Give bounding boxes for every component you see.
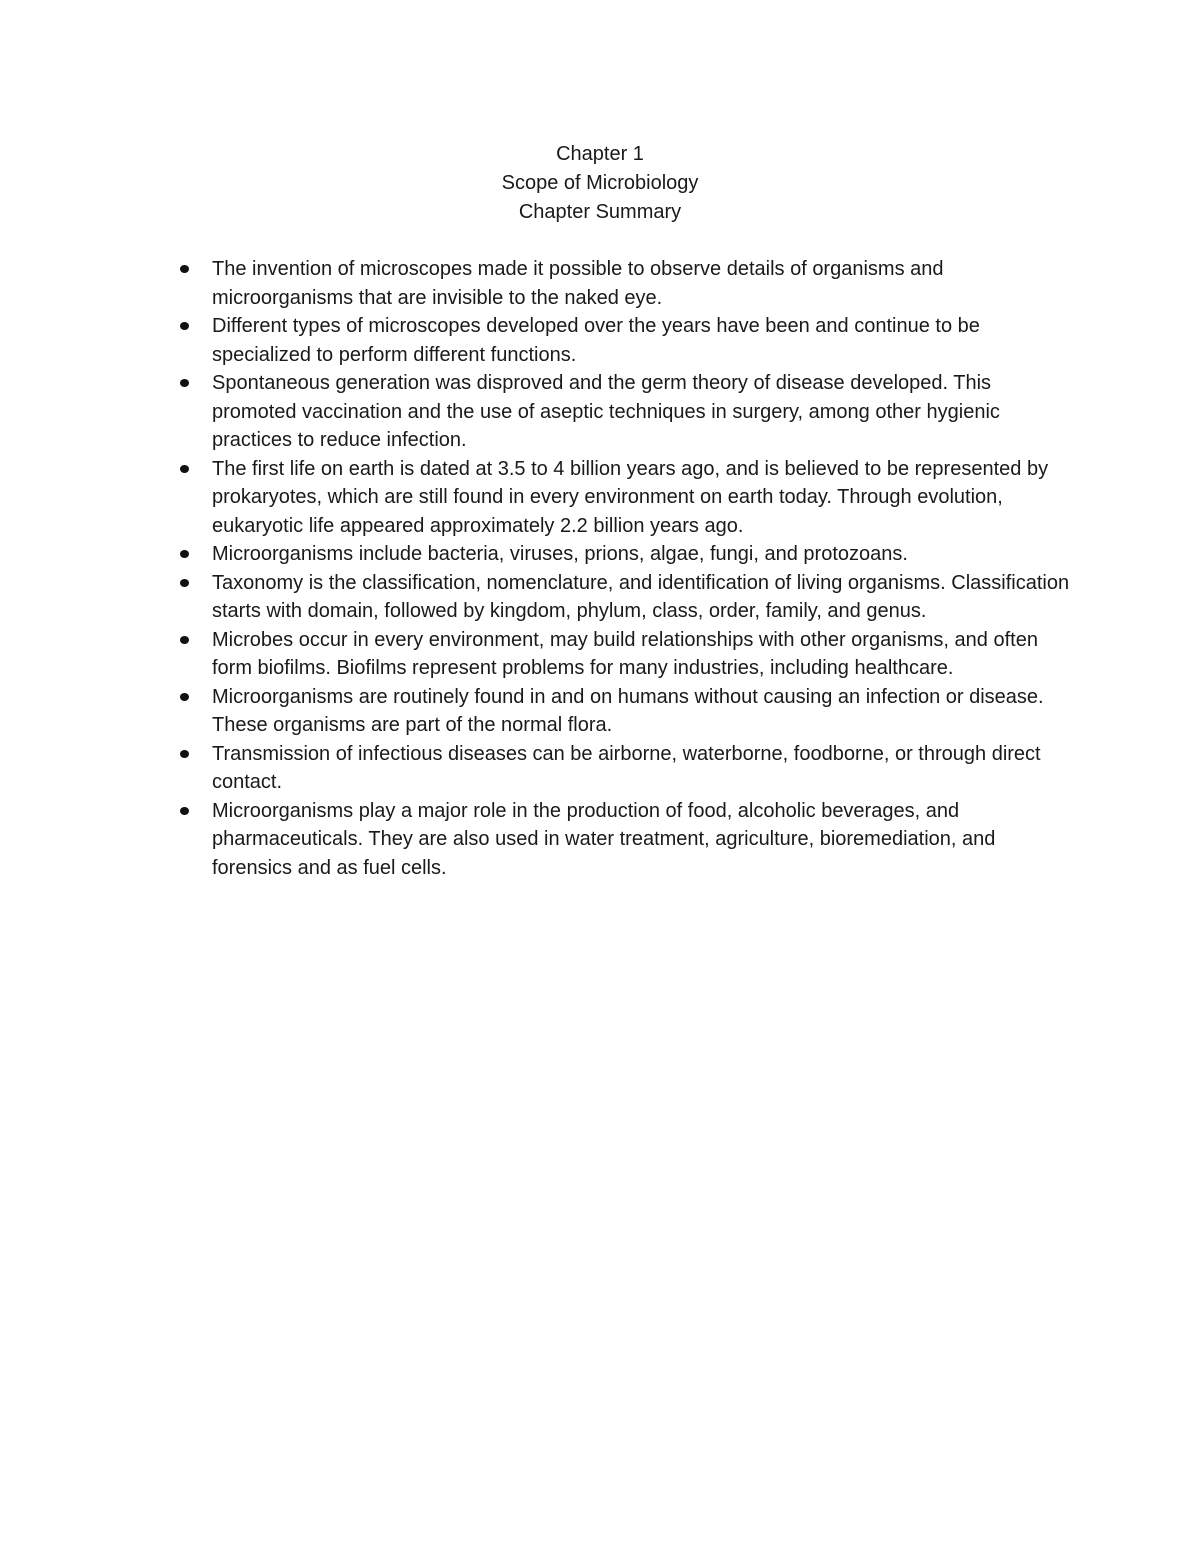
list-item bbox=[176, 569, 1076, 626]
summary-bullet-list bbox=[176, 255, 1076, 882]
list-item bbox=[176, 740, 1076, 797]
list-item bbox=[176, 255, 1076, 312]
list-item-text: The invention of microscopes made it possible to observe details of organisms and microorganisms that are invisible to the naked eye. bbox=[212, 258, 944, 309]
bullet-icon bbox=[180, 579, 189, 587]
list-item-text: The first life on earth is dated at 3.5 to 4 billion years ago, and is believed to be represented by prokaryotes, which are still found in every environment on earth today. Through evolution, eukaryotic life appeared approximately 2.2 billion years ago. bbox=[212, 457, 1049, 537]
chapter-title: Scope of Microbiology bbox=[501, 172, 699, 194]
list-item-text: Transmission of infectious diseases can be airborne, waterborne, foodborne, or through direct contact. bbox=[212, 742, 1041, 793]
bullet-icon bbox=[180, 265, 189, 273]
list-item bbox=[176, 312, 1076, 369]
list-item bbox=[176, 626, 1076, 683]
bullet-icon bbox=[180, 550, 189, 558]
list-item bbox=[176, 683, 1076, 740]
bullet-icon bbox=[180, 750, 189, 758]
bullet-icon bbox=[180, 807, 189, 815]
chapter-subtitle: Chapter Summary bbox=[518, 201, 682, 223]
bullet-icon bbox=[180, 465, 189, 473]
list-item-text: Different types of microscopes developed over the years have been and continue to be specialized to perform different functions. bbox=[212, 315, 980, 366]
list-item bbox=[176, 369, 1076, 455]
list-item-text: Spontaneous generation was disproved and the germ theory of disease developed. This promoted vaccination and the use of aseptic techniques in surgery, among other hygienic practices to reduce infection. bbox=[212, 372, 1000, 451]
list-item bbox=[176, 455, 1076, 541]
document-header bbox=[0, 140, 1200, 227]
list-item-text: Microbes occur in every environment, may build relationships with other organisms, and often form biofilms. Biofilms represent problems for many industries, including healthcare. bbox=[212, 628, 1038, 679]
list-item-text: Microorganisms are routinely found in and on humans without causing an infection or disease. These organisms are part of the normal flora. bbox=[212, 685, 1044, 736]
list-item-text: Taxonomy is the classification, nomenclature, and identification of living organisms. Classification starts with domain, followed by kingdom, phylum, class, order, family, and genus. bbox=[212, 571, 1070, 622]
list-item bbox=[176, 540, 1076, 569]
bullet-icon bbox=[180, 379, 189, 387]
bullet-icon bbox=[180, 322, 189, 330]
bullet-icon bbox=[180, 636, 189, 644]
bullet-icon bbox=[180, 693, 189, 701]
chapter-number: Chapter 1 bbox=[556, 143, 644, 165]
list-item-text: Microorganisms play a major role in the production of food, alcoholic beverages, and pharmaceuticals. They are also used in water treatment, agriculture, bioremediation, and forensics and as fuel cells. bbox=[212, 799, 996, 879]
list-item bbox=[176, 797, 1076, 883]
list-item-text: Microorganisms include bacteria, viruses, prions, algae, fungi, and protozoans. bbox=[212, 543, 908, 565]
